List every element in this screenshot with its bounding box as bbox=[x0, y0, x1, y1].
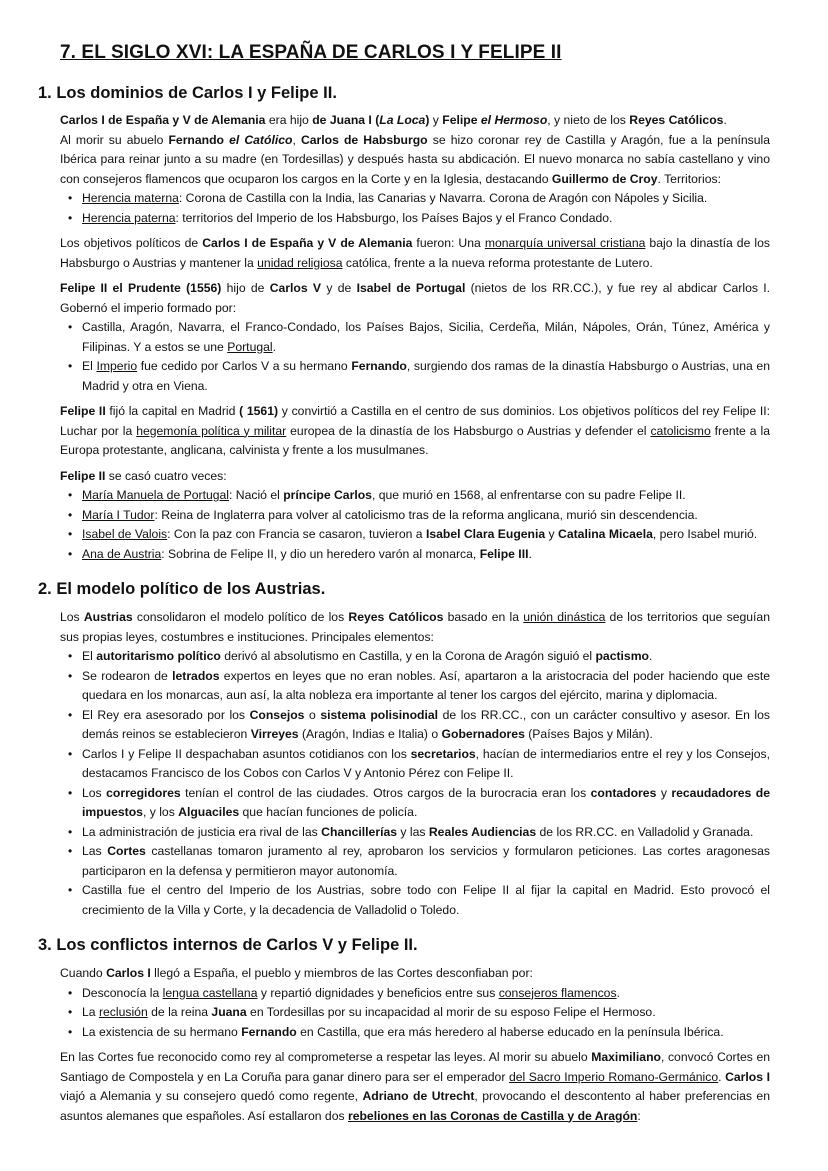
text-run: . bbox=[528, 546, 532, 561]
text-run: del Sacro Imperio Romano-Germánico bbox=[508, 1069, 719, 1084]
text-run: Portugal bbox=[227, 339, 273, 354]
text-run: , surgiendo dos ramas de la dinastía Habsburgo o Austrias, una en Madrid y otra en Viena. bbox=[82, 359, 770, 393]
text-run: . Territorios: bbox=[657, 171, 721, 186]
text-run: , y nieto de los bbox=[547, 113, 630, 127]
text-run: , bbox=[292, 132, 301, 147]
text-run: que hacían funciones de policía. bbox=[239, 805, 418, 819]
text-run: La existencia de su hermano bbox=[82, 1024, 242, 1039]
text-run: Castilla, Aragón, Navarra, el Franco-Condado, los Países Bajos, Sicilia, Cerdeña, Milán, Nápoles, Orán, Túnez, América y Filipinas. Y a estos se une bbox=[82, 320, 770, 354]
text-run: corregidores bbox=[106, 785, 181, 800]
text-run: , pero Isabel murió. bbox=[652, 527, 758, 541]
list-item bbox=[68, 318, 770, 357]
text-run: Carlos V bbox=[269, 281, 322, 295]
text-run: Reyes Católicos bbox=[348, 610, 444, 624]
section-2 bbox=[38, 578, 770, 920]
text-run: : Reina de Inglaterra para volver al catolicismo tras de la reforma anglicana, murió sin descendencia. bbox=[154, 507, 698, 522]
text-run: en Castilla, que era más heredero al haberse educado en la península Ibérica. bbox=[296, 1024, 724, 1039]
text-run: expertos en leyes que no eran nobles. Así, apartaron a la aristocracia del poder haciendo que este quedara en los monarcas, aun así, la alta nobleza era importante al tener los cargos del ejército, marina y diplomacia. bbox=[82, 668, 770, 702]
text-run: Reyes Católicos bbox=[629, 113, 724, 127]
paragraph bbox=[60, 279, 770, 318]
text-run: Carlos I de España y V de Alemania bbox=[202, 236, 413, 250]
text-run: María Manuela de Portugal bbox=[82, 488, 230, 502]
paragraph bbox=[60, 111, 770, 131]
text-run: se casó cuatro veces: bbox=[105, 468, 227, 483]
text-run: consejeros flamencos bbox=[498, 985, 617, 1000]
text-run: (nietos de los RR.CC.), y fue rey al abdicar Carlos I. Gobernó el imperio formado por: bbox=[60, 281, 770, 315]
text-run: En las Cortes fue reconocido como rey al comprometerse a respetar las leyes. Al morir su abuelo bbox=[60, 1050, 592, 1064]
text-run: Herencia paterna bbox=[82, 210, 176, 225]
text-run: el Católico bbox=[229, 132, 293, 147]
text-run: ) bbox=[425, 113, 430, 127]
text-run: Desconocía la bbox=[82, 985, 163, 1000]
text-run: catolicismo bbox=[650, 423, 711, 438]
text-run: Reales Audiencias bbox=[428, 824, 537, 839]
list-item bbox=[68, 1023, 770, 1043]
bullet-list bbox=[38, 189, 770, 228]
text-run: , que murió en 1568, al enfrentarse con su padre Felipe II. bbox=[371, 488, 686, 502]
text-run: hegemonía política y militar bbox=[136, 423, 287, 438]
list-item bbox=[68, 525, 770, 545]
text-run: letrados bbox=[172, 668, 220, 683]
list-item bbox=[68, 823, 770, 843]
text-run: . bbox=[616, 985, 620, 1000]
text-run: Los bbox=[60, 610, 84, 624]
paragraph bbox=[60, 467, 770, 487]
text-run: de los territorios que seguían sus propias leyes, costumbres e instituciones. Principales elementos: bbox=[60, 610, 770, 644]
list-item bbox=[68, 984, 770, 1004]
text-run: Virreyes bbox=[250, 727, 299, 741]
list-item bbox=[68, 357, 770, 396]
bullet-list bbox=[38, 984, 770, 1043]
text-run: europea de la dinastía de los Habsburgo o Austrias y defender el bbox=[286, 423, 651, 438]
section-heading-2: 2. El modelo político de los Austrias. bbox=[38, 580, 326, 598]
list-item bbox=[68, 667, 770, 706]
list-item bbox=[68, 881, 770, 920]
text-run: y bbox=[545, 527, 559, 541]
text-run: reclusión bbox=[98, 1005, 148, 1019]
text-run: Isabel de Valois bbox=[82, 527, 168, 541]
text-run: autoritarismo político bbox=[96, 649, 221, 663]
text-run: La administración de justicia era rival de las bbox=[82, 824, 322, 839]
text-run: Fernando bbox=[351, 359, 407, 373]
text-run: El Rey era asesorado por los bbox=[82, 707, 250, 722]
text-run: Gobernadores bbox=[441, 727, 525, 741]
text-run: , provocando el descontento al haber preferencias en asuntos alemanes que españoles. Así estallaron dos bbox=[60, 1089, 770, 1123]
text-run: : Sobrina de Felipe II, y dio un heredero varón al monarca, bbox=[161, 546, 480, 561]
text-run: católica, frente a la nueva reforma protestante de Lutero. bbox=[342, 255, 653, 270]
text-run: Herencia materna bbox=[82, 191, 179, 205]
text-run: Isabel Clara Eugenia bbox=[425, 527, 546, 541]
text-run: , y los bbox=[142, 805, 179, 819]
list-item bbox=[68, 842, 770, 881]
bullet-list bbox=[38, 486, 770, 564]
text-run: secretarios bbox=[410, 746, 476, 761]
text-run: recaudadores de impuestos bbox=[82, 785, 770, 819]
text-run: de la reina bbox=[147, 1005, 212, 1019]
text-run: Ana de Austria bbox=[82, 546, 162, 561]
text-run: Las bbox=[82, 844, 108, 858]
text-run: Alguaciles bbox=[178, 805, 240, 819]
text-run: Carlos de Habsburgo bbox=[300, 132, 428, 147]
text-run: basado en la bbox=[443, 610, 524, 624]
text-run: y bbox=[656, 785, 672, 800]
text-run: consolidaron el modelo político de los bbox=[132, 610, 349, 624]
text-run: Cuando bbox=[60, 966, 107, 980]
text-run: Felipe II bbox=[60, 468, 106, 483]
text-run: y convirtió a Castilla en el centro de sus dominios. Los objetivos políticos del rey Felipe II: Luchar por la bbox=[60, 404, 770, 438]
text-run: pactismo bbox=[595, 649, 649, 663]
text-run: y bbox=[429, 113, 443, 127]
text-run: fueron: Una bbox=[412, 236, 485, 250]
text-run: Fernando bbox=[168, 132, 230, 147]
text-run: : bbox=[637, 1108, 641, 1123]
text-run: . bbox=[723, 113, 727, 127]
text-run: : Nació el bbox=[229, 488, 284, 502]
text-run: Chancillerías bbox=[321, 824, 398, 839]
text-run: Carlos I y Felipe II despachaban asuntos cotidianos con los bbox=[82, 746, 411, 761]
text-run: , hacían de intermediarios entre el rey y los Consejos, destacamos Francisco de los Cobos con Carlos V y Antonio Pérez con Felipe II. bbox=[82, 746, 770, 780]
text-run: llegó a España, el pueblo y miembros de las Cortes desconfiaban por: bbox=[150, 966, 533, 980]
text-run: viajó a Alemania y su consejero quedó como regente, bbox=[60, 1089, 363, 1103]
text-run: Consejos bbox=[249, 707, 305, 722]
text-run: (Países Bajos y Milán). bbox=[524, 727, 653, 741]
text-run: Se rodearon de bbox=[82, 668, 173, 683]
text-run: se hizo coronar rey de Castilla y Aragón, fue a la península Ibérica para reinar junto a su madre (en Tordesillas) y después hasta su abdicación. El nuevo monarca no sabía castellano y vino con consejeros flamencos que ocuparon los cargos en la Corte y en la Iglesia, destacando bbox=[60, 132, 770, 186]
text-run: tenían el control de las ciudades. Otros cargos de la burocracia eran los bbox=[180, 785, 591, 800]
text-run: Guillermo de Croy bbox=[551, 171, 658, 186]
document-title: 7. EL SIGLO XVI: LA ESPAÑA DE CARLOS I Y FELIPE II bbox=[60, 42, 562, 63]
text-run: Carlos I bbox=[106, 966, 151, 980]
list-item bbox=[68, 647, 770, 667]
paragraph bbox=[60, 964, 770, 984]
text-run: rebeliones en las Coronas de Castilla y de Aragón bbox=[347, 1108, 638, 1123]
text-run: príncipe Carlos bbox=[283, 488, 372, 502]
text-run: . bbox=[649, 649, 653, 663]
text-run: , convocó Cortes en Santiago de Compostela y en La Coruña para ganar dinero para ser el emperador bbox=[60, 1050, 770, 1084]
bullet-list bbox=[38, 647, 770, 920]
text-run: Los objetivos políticos de bbox=[60, 236, 203, 250]
text-run: hijo de bbox=[221, 281, 270, 295]
list-item bbox=[68, 506, 770, 526]
list-item bbox=[68, 784, 770, 823]
text-run: : territorios del Imperio de los Habsburgo, los Países Bajos y el Franco Condado. bbox=[175, 210, 613, 225]
text-run: Juana bbox=[211, 1005, 247, 1019]
list-item bbox=[68, 486, 770, 506]
text-run: Maximiliano bbox=[591, 1050, 661, 1064]
text-run: castellanas tomaron juramento al rey, aprobaron los servicios y formularon peticiones. Las cortes aragonesas participaron en la defensa y permitieron mayor autonomía. bbox=[82, 844, 770, 878]
list-item bbox=[68, 745, 770, 784]
text-run: Carlos I de España y V de Alemania bbox=[60, 113, 266, 127]
paragraph bbox=[60, 608, 770, 647]
text-run: Isabel de Portugal bbox=[356, 281, 466, 295]
text-run: monarquía universal cristiana bbox=[484, 236, 646, 250]
text-run: derivó al absolutismo en Castilla, y en la Corona de Aragón siguió el bbox=[220, 649, 596, 663]
text-run: el Hermoso bbox=[480, 113, 548, 127]
text-run: de los RR.CC., con un carácter consultivo y asesor. En los demás reinos se establecieron bbox=[82, 707, 770, 741]
text-run: : Con la paz con Francia se casaron, tuvieron a bbox=[167, 527, 426, 541]
bullet-list bbox=[38, 318, 770, 396]
paragraph bbox=[60, 402, 770, 461]
text-run: unión dinástica bbox=[523, 610, 606, 624]
text-run: y las bbox=[397, 824, 429, 839]
text-run: Catalina Micaela bbox=[558, 527, 653, 541]
text-run: bajo la dinastía de los Habsburgo o Austrias y mantener la bbox=[60, 236, 770, 270]
text-run: de Juana I ( bbox=[312, 113, 380, 127]
text-run: y repartió dignidades y beneficios entre sus bbox=[257, 985, 499, 1000]
text-run: en Tordesillas por su incapacidad al morir de su esposo Felipe el Hermoso. bbox=[246, 1005, 656, 1019]
text-run: Felipe II el Prudente (1556) bbox=[60, 281, 222, 295]
paragraph bbox=[60, 131, 770, 190]
section-3 bbox=[38, 934, 770, 1126]
text-run: : Corona de Castilla con la India, las Canarias y Navarra. Corona de Aragón con Nápoles y Sicilia. bbox=[178, 191, 708, 205]
text-run: Fernando bbox=[241, 1024, 297, 1039]
paragraph bbox=[60, 234, 770, 273]
text-run: Felipe III bbox=[479, 546, 529, 561]
text-run: El bbox=[82, 649, 97, 663]
text-run: Felipe II bbox=[60, 404, 106, 418]
text-run: Al morir su abuelo bbox=[60, 132, 169, 147]
text-run: sistema polisinodial bbox=[320, 707, 439, 722]
text-run: y de bbox=[321, 281, 357, 295]
text-run: (Aragón, Indias e Italia) o bbox=[298, 727, 442, 741]
paragraph bbox=[60, 1048, 770, 1126]
text-run: o bbox=[304, 707, 321, 722]
section-heading-3: 3. Los conflictos internos de Carlos V y Felipe II. bbox=[38, 936, 418, 954]
text-run: La bbox=[82, 1005, 99, 1019]
text-run: Imperio bbox=[96, 359, 138, 373]
text-run: Austrias bbox=[83, 610, 133, 624]
text-run: de los RR.CC. en Valladolid y Granada. bbox=[536, 824, 754, 839]
list-item bbox=[68, 545, 770, 565]
text-run: Felipe bbox=[442, 113, 481, 127]
list-item bbox=[68, 706, 770, 745]
text-run: Adriano de Utrecht bbox=[362, 1089, 475, 1103]
text-run: Carlos I bbox=[725, 1069, 770, 1084]
text-run: ( 1561) bbox=[239, 404, 279, 418]
text-run: frente a la Europa protestante, anglicana, calvinista y frente a los musulmanes. bbox=[60, 423, 770, 457]
section-heading-1: 1. Los dominios de Carlos I y Felipe II. bbox=[38, 84, 337, 102]
text-run: El bbox=[82, 359, 97, 373]
list-item bbox=[68, 189, 770, 209]
text-run: . bbox=[272, 339, 277, 354]
text-run: Los bbox=[82, 785, 107, 800]
text-run: Castilla fue el centro del Imperio de los Austrias, sobre todo con Felipe II al fijar la capital en Madrid. Esto provocó el crecimiento de la Villa y Corte, y la decadencia de Valladolid o Toledo. bbox=[82, 883, 770, 917]
text-run: La Loca bbox=[379, 113, 426, 127]
text-run: lengua castellana bbox=[162, 985, 258, 1000]
text-run: fijó la capital en Madrid bbox=[105, 404, 240, 418]
text-run: Cortes bbox=[107, 844, 146, 858]
text-run: . bbox=[718, 1069, 726, 1084]
text-run: unidad religiosa bbox=[257, 255, 343, 270]
section-1 bbox=[38, 82, 770, 564]
text-run: fue cedido por Carlos V a su hermano bbox=[137, 359, 352, 373]
text-run: María I Tudor bbox=[82, 507, 155, 522]
list-item bbox=[68, 1003, 770, 1023]
text-run: era hijo bbox=[265, 113, 313, 127]
list-item bbox=[68, 209, 770, 229]
text-run: contadores bbox=[590, 785, 657, 800]
